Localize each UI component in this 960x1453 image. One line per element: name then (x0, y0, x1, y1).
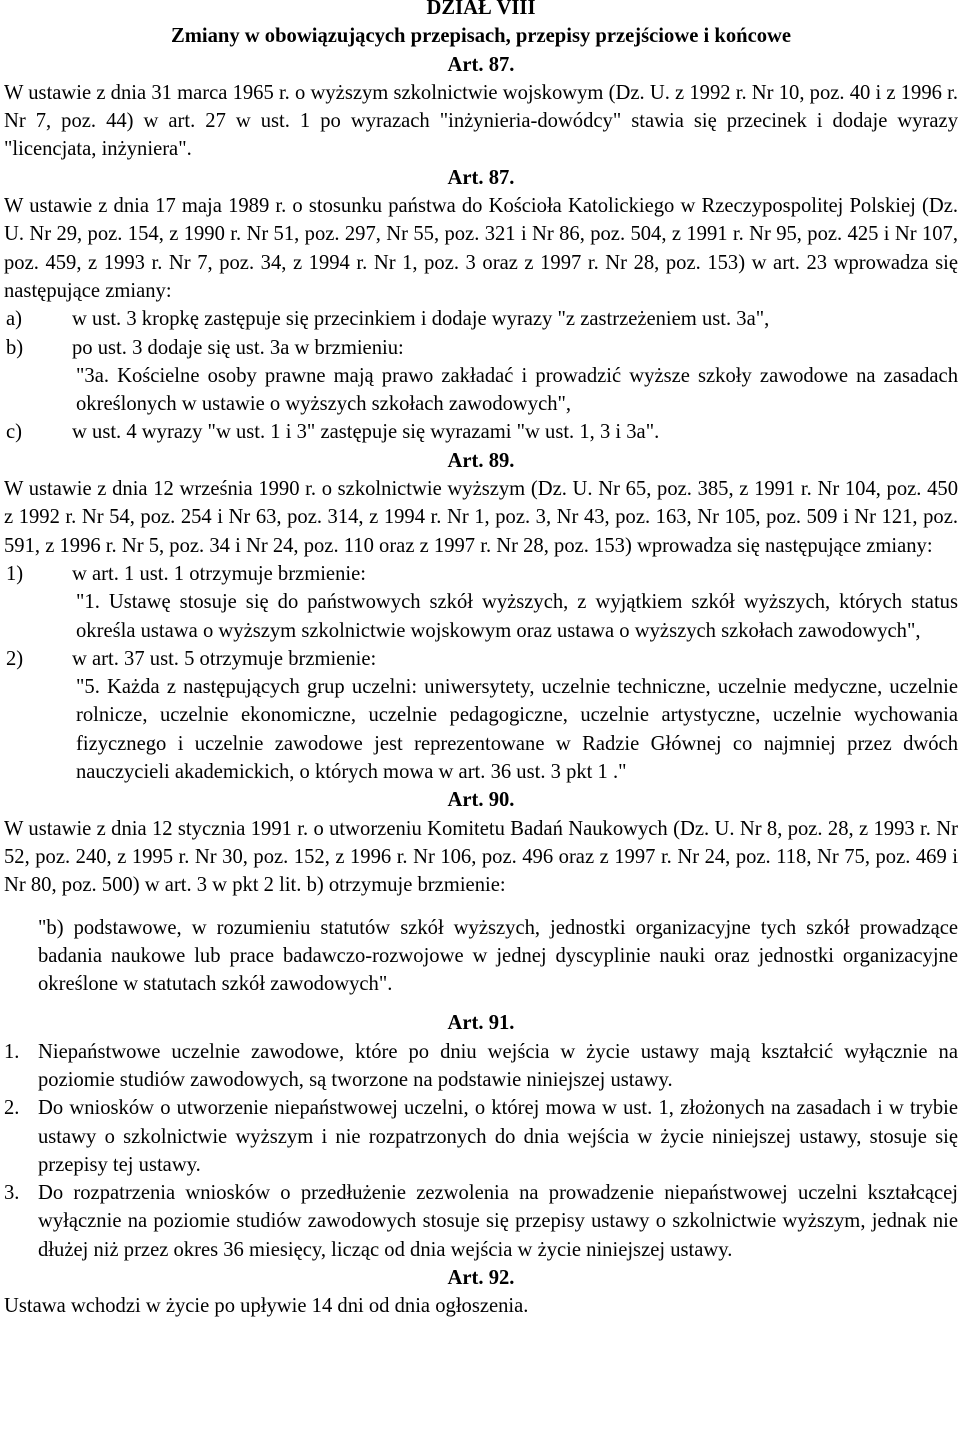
list-item-text: w ust. 4 wyrazy "w ust. 1 i 3" zastępuje się wyrazami "w ust. 1, 3 i 3a". (72, 421, 660, 444)
article-heading-91: Art. 91. (447, 1012, 515, 1035)
article-heading-92: Art. 92. (447, 1267, 515, 1290)
article-87b-text: W ustawie z dnia 17 maja 1989 r. o stosunku państwa do Kościoła Katolickiego w Rzeczypospolitej Polskiej (Dz. U. Nr 29, poz. 154, z 1990 r. Nr 51, poz. 297, Nr 55, poz. 321 i Nr 86, poz. 504, z 1991 r. Nr 95, poz. 425 i Nr 107, poz. 459, z 1993 r. Nr 7, poz. 34, z 1994 r. Nr 1, poz. 3 oraz z 1997 r. Nr 28, poz. 153) w art. 23 wprowadza się następujące zmiany: (4, 195, 958, 302)
list-item-text: w art. 1 ust. 1 otrzymuje brzmienie: (72, 562, 366, 585)
article-heading-87b: Art. 87. (447, 166, 515, 189)
list-item-label: c) (6, 421, 22, 444)
list-item-text: w ust. 3 kropkę zastępuje się przecinkiem i dodaje wyrazy "z zastrzeżeniem ust. 3a", (72, 308, 770, 331)
list-item (4, 560, 958, 588)
list-item (4, 645, 958, 673)
article-87a-text: W ustawie z dnia 31 marca 1965 r. o wyższym szkolnictwie wojskowym (Dz. U. z 1992 r. Nr 10, poz. 40 i z 1996 r. Nr 7, poz. 44) w art. 27 w ust. 1 po wyrazach "inżynieria-dowódcy" stawia się przecinek i dodaje wyrazy "licencjata, inżyniera". (4, 81, 958, 161)
list-item (4, 305, 958, 333)
quoted-provision: "1. Ustawę stosuje się do państwowych szkół wyższych, z wyjątkiem szkół wyższych, których status określa ustawa o wyższym szkolnictwie wojskowym oraz ustawa o wyższych szkołach zawodowych", (76, 591, 958, 642)
list-item-text: Do wniosków o utworzenie niepaństwowej uczelni, o której mowa w ust. 1, złożonych na zasadach i w trybie ustawy o szkolnictwie wyższym i nie rozpatrzonych do dnia wejścia w życie niniejszej ustawy, stosuje się przepisy tej ustawy. (38, 1097, 958, 1176)
quoted-provision: "5. Każda z następujących grup uczelni: uniwersytety, uczelnie techniczne, uczelnie medyczne, uczelnie rolnicze, uczelnie ekonomiczne, uczelnie pedagogiczne, uczelnie artystyczne, uczelnie wychowania fizycznego i uczelnie zawodowe jest reprezentowane w Radzie Głównej co najmniej przez dwóch nauczycieli akademickich, o których mowa w art. 36 ust. 3 pkt 1 ." (76, 676, 958, 784)
list-item (4, 1179, 958, 1264)
list-item-label: 2) (6, 647, 24, 670)
list-item-text: Do rozpatrzenia wniosków o przedłużenie zezwolenia na prowadzenie niepaństwowej uczelni kształcącej wyłącznie na poziomie studiów zawodowych stosuje się przepisy ustawy o szkolnictwie wyższym, jednak nie dłużej niż przez okres 36 miesięcy, licząc od dnia wejścia w życie niniejszej ustawy. (38, 1182, 958, 1261)
article-92-text: Ustawa wchodzi w życie po upływie 14 dni od dnia ogłoszenia. (4, 1295, 529, 1318)
list-item-label: 1. (4, 1040, 20, 1063)
list-item (4, 418, 958, 446)
list-item-text: Niepaństwowe uczelnie zawodowe, które po dniu wejścia w życie ustawy mają kształcić wyłącznie na poziomie studiów zawodowych, są tworzone na podstawie niniejszej ustawy. (38, 1040, 958, 1091)
quoted-provision: "b) podstawowe, w rozumieniu statutów szkół wyższych, jednostki organizacyjne tych szkół prowadzące badania naukowe lub prace badawczo-rozwojowe w jednej dyscyplinie nauki oraz jednostki organizacyjne określone w statutach szkół zawodowych". (38, 916, 958, 996)
article-heading-89: Art. 89. (447, 449, 515, 472)
list-item (4, 1038, 958, 1095)
list-item (4, 1094, 958, 1179)
list-item (4, 334, 958, 362)
article-89-text: W ustawie z dnia 12 września 1990 r. o szkolnictwie wyższym (Dz. U. Nr 65, poz. 385, z 1991 r. Nr 104, poz. 450 z 1992 r. Nr 54, poz. 254 i Nr 63, poz. 314, z 1994 r. Nr 1, poz. 3, Nr 43, poz. 163, Nr 105, poz. 509 i Nr 121, poz. 591, z 1996 r. Nr 5, poz. 34 i Nr 24, poz. 110 oraz z 1997 r. Nr 28, poz. 153) wprowadza się następujące zmiany: (4, 478, 958, 557)
list-item-label: a) (6, 308, 22, 331)
list-item-label: b) (6, 336, 24, 359)
list-item-label: 1) (6, 562, 24, 585)
list-item-label: 3. (4, 1182, 20, 1205)
list-item-text: po ust. 3 dodaje się ust. 3a w brzmieniu: (72, 336, 404, 359)
list-item-text: w art. 37 ust. 5 otrzymuje brzmienie: (72, 647, 377, 670)
article-heading-87a: Art. 87. (447, 53, 515, 76)
section-heading: DZIAŁ VIII (426, 0, 536, 19)
list-item-label: 2. (4, 1097, 20, 1120)
legal-document (4, 0, 958, 1321)
section-subtitle: Zmiany w obowiązujących przepisach, przepisy przejściowe i końcowe (170, 25, 792, 48)
article-90-text: W ustawie z dnia 12 stycznia 1991 r. o utworzeniu Komitetu Badań Naukowych (Dz. U. Nr 8, poz. 28, z 1993 r. Nr 52, poz. 240, z 1995 r. Nr 30, poz. 152, z 1996 r. Nr 106, poz. 496 oraz z 1997 r. Nr 24, poz. 118, Nr 75, poz. 469 i Nr 80, poz. 500) w art. 3 w pkt 2 lit. b) otrzymuje brzmienie: (4, 817, 958, 897)
quoted-provision: "3a. Kościelne osoby prawne mają prawo zakładać i prowadzić wyższe szkoły zawodowe na zasadach określonych w ustawie o wyższych szkołach zawodowych", (76, 364, 958, 416)
article-heading-90: Art. 90. (447, 789, 515, 812)
